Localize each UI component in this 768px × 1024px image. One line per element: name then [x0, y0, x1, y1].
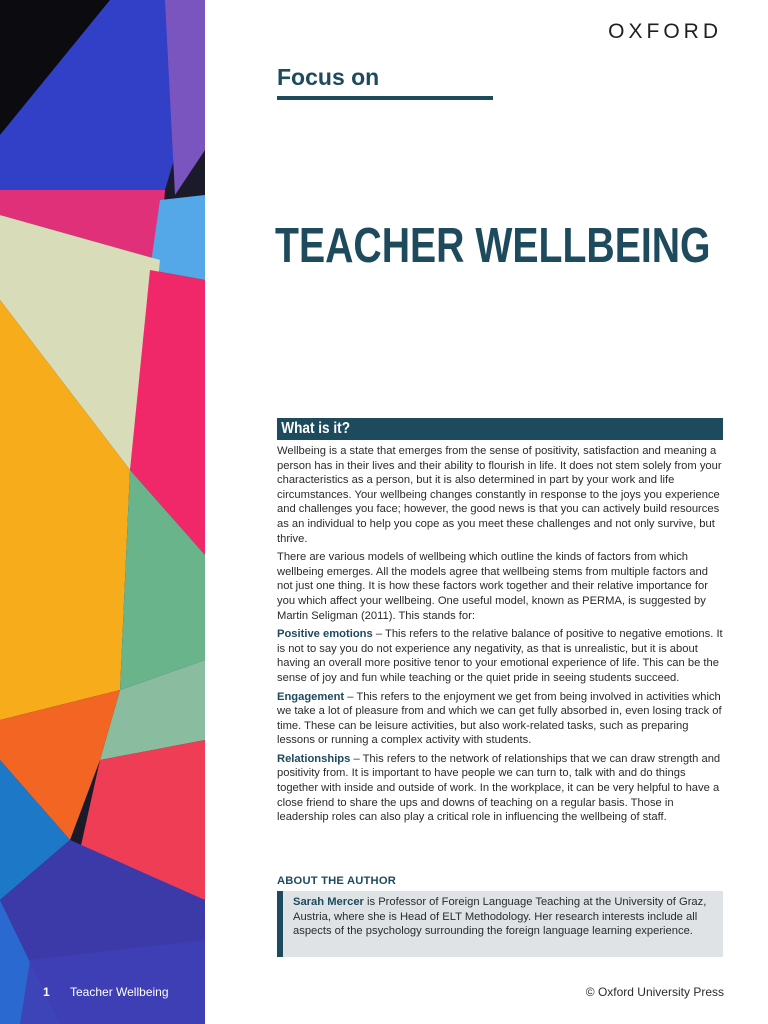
term-label: Relationships: [277, 752, 351, 765]
about-author-heading: ABOUT THE AUTHOR: [277, 875, 397, 887]
cover-artwork: [0, 0, 205, 1024]
models-paragraph: There are various models of wellbeing which outline the kinds of factors from which wellbeing emerges. All the models agree that wellbeing stems from multiple factors and not just one thing. It is how these factors work together and their relative importance for you which affect your wellbeing. One useful model, known as PERMA, is suggested by Martin Seligman (2011). This stands for:: [277, 551, 708, 622]
author-name: Sarah Mercer: [293, 896, 364, 908]
term-text: – This refers to the network of relationships that we can draw strength and positivity from. It is important to have people we can turn to, talk with and do things together with inside and outside of work. In the workplace, it can be very helpful to have a close friend to share the ups and downs of teaching on a regular basis. Those in leadership roles can also play a critical role in influencing the wellbeing of staff.: [277, 752, 721, 824]
term-label: Positive emotions: [277, 628, 373, 641]
colorful-geometric-art: [0, 0, 205, 1024]
focus-on-kicker: Focus on: [277, 64, 380, 90]
perma-item-relationships: [277, 752, 725, 825]
page-number: 1: [43, 985, 50, 999]
section-body: [277, 444, 725, 829]
section-heading: What is it?: [281, 420, 351, 437]
term-text: – This refers to the enjoyment we get from being involved in activities which we take a lot of pleasure from and which we can get fully absorbed in, even losing track of time. These can be leisure activities, but also work-related tasks, such as preparing lessons or running a complex activity with students.: [277, 690, 722, 747]
footer-copyright: © Oxford University Press: [585, 985, 724, 999]
perma-item-engagement: [277, 690, 725, 748]
term-label: Engagement: [277, 690, 345, 703]
footer-doc-title: Teacher Wellbeing: [70, 985, 169, 999]
perma-item-positive-emotions: [277, 627, 725, 685]
author-bio: is Professor of Foreign Language Teaching at the University of Graz, Austria, where she is Head of ELT Methodology. Her research interests include all aspects of the psychology surrounding the foreign language learning experience.: [293, 896, 707, 938]
page-title: TEACHER WELLBEING: [275, 219, 711, 273]
section-heading-bar: [277, 418, 723, 440]
intro-paragraph: Wellbeing is a state that emerges from the sense of positivity, satisfaction and meaning a person has in their lives and their ability to flourish in life. It does not stem solely from your characteristics as a person, but it is also determined in part by your work and life circumstances. Your wellbeing changes constantly in response to the joys you experience and challenges you face; however, the good news is that you can actively build resources as an individual to help you cope as you meet these challenges and not only survive, but thrive.: [277, 445, 722, 545]
about-author-box: [277, 891, 723, 957]
kicker-underline: [277, 96, 493, 100]
oxford-logo: OXFORD: [608, 20, 722, 43]
term-text: – This refers to the relative balance of positive to negative emotions. It is not to say you do not experience any negativity, as that is unrealistic, but it is about having an overall more positive tenor to your emotional experience of life. This can be the sense of joy and fun while teaching or the quiet pride in seeing students succeed.: [277, 628, 723, 684]
